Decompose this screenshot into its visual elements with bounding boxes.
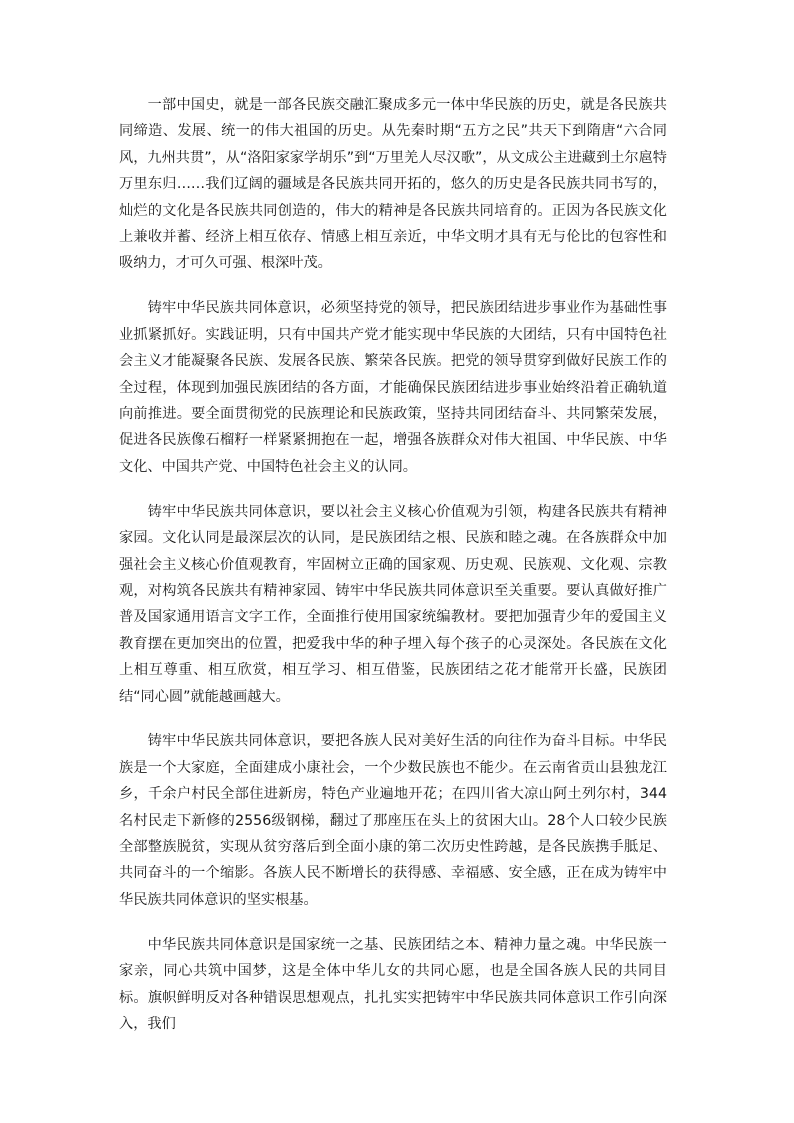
document-body: [119, 92, 667, 1037]
paragraph-5: 中华民族共同体意识是国家统一之基、民族团结之本、精神力量之魂。中华民族一家亲，同心共筑中国梦，这是全体中华儿女的共同心愿，也是全国各族人民的共同目标。旗帜鲜明反对各种错误思想观点，扎扎实实把铸牢中华民族共同体意识工作引向深入，我们: [119, 936, 667, 1032]
paragraph-1: 一部中国史，就是一部各民族交融汇聚成多元一体中华民族的历史，就是各民族共同缔造、发展、统一的伟大祖国的历史。从先秦时期“五方之民”共天下到隋唐“六合同风，九州共贯”，从“洛阳家家学胡乐”到“万里羌人尽汉歌”，从文成公主进藏到土尔扈特万里东归……我们辽阔的疆域是各民族共同开拓的，悠久的历史是各民族共同书写的，灿烂的文化是各民族共同创造的，伟大的精神是各民族共同培育的。正因为各民族文化上兼收并蓄、经济上相互依存、情感上相互亲近，中华文明才具有无与伦比的包容性和吸纳力，才可久可强、根深叶茂。: [119, 97, 667, 272]
paragraph-2: 铸牢中华民族共同体意识，必须坚持党的领导，把民族团结进步事业作为基础性事业抓紧抓好。实践证明，只有中国共产党才能实现中华民族的大团结，只有中国特色社会主义才能凝聚各民族、发展各民族、繁荣各民族。把党的领导贯穿到做好民族工作的全过程，体现到加强民族团结的各方面，才能确保民族团结进步事业始终沿着正确轨道向前推进。要全面贯彻党的民族理论和民族政策，坚持共同团结奋斗、共同繁荣发展，促进各民族像石榴籽一样紧紧拥抱在一起，增强各族群众对伟大祖国、中华民族、中华文化、中国共产党、中国特色社会主义的认同。: [119, 300, 667, 475]
paragraph-3: 铸牢中华民族共同体意识，要以社会主义核心价值观为引领，构建各民族共有精神家园。文化认同是最深层次的认同，是民族团结之根、民族和睦之魂。在各族群众中加强社会主义核心价值观教育，牢固树立正确的国家观、历史观、民族观、文化观、宗教观，对构筑各民族共有精神家园、铸牢中华民族共同体意识至关重要。要认真做好推广普及国家通用语言文字工作，全面推行使用国家统编教材。要把加强青少年的爱国主义教育摆在更加突出的位置，把爱我中华的种子埋入每个孩子的心灵深处。各民族在文化上相互尊重、相互欣赏，相互学习、相互借鉴，民族团结之花才能常开长盛，民族团结“同心圆”就能越画越大。: [119, 503, 667, 705]
paragraph-4: 铸牢中华民族共同体意识，要把各族人民对美好生活的向往作为奋斗目标。中华民族是一个大家庭，全面建成小康社会，一个少数民族也不能少。在云南省贡山县独龙江乡，千余户村民全部住进新房，特色产业遍地开花；在四川省大凉山阿土列尔村，344名村民走下新修的2556级钢梯，翻过了那座压在头上的贫困大山。28个人口较少民族全部整族脱贫，实现从贫穷落后到全面小康的第二次历史性跨越，是各民族携手胝足、共同奋斗的一个缩影。各族人民不断增长的获得感、幸福感、安全感，正在成为铸牢中华民族共同体意识的坚实根基。: [119, 733, 667, 908]
